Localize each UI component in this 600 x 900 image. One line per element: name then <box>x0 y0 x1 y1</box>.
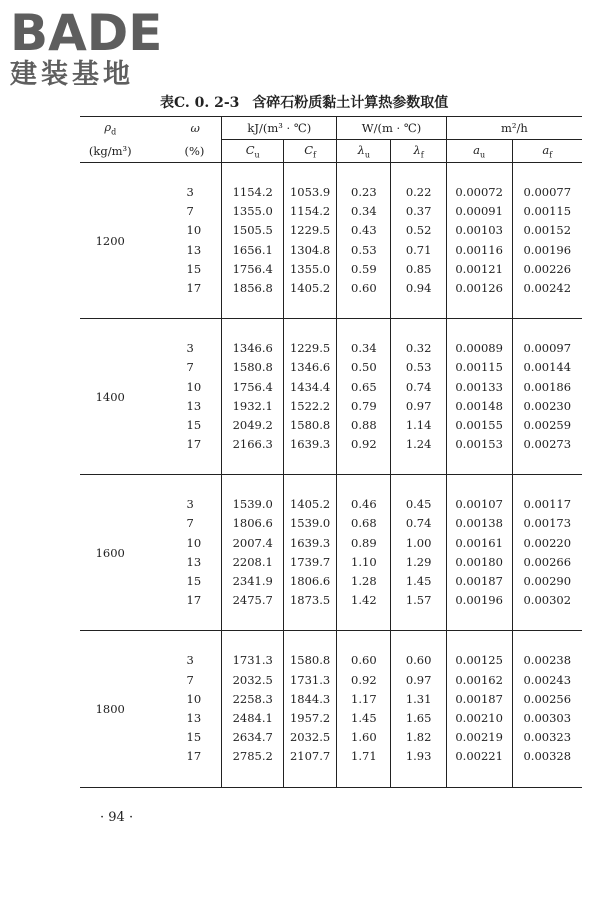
a-f-value: 0.00117 <box>523 497 572 512</box>
a-u-value: 0.00162 <box>455 672 503 687</box>
cu-column-cell <box>222 319 284 475</box>
cu-column-cell <box>222 475 284 631</box>
cu-value: 1731.3 <box>232 653 273 668</box>
a-u-value: 0.00121 <box>455 261 503 276</box>
lambda-u-value: 0.43 <box>351 223 377 238</box>
a-u-value: 0.00196 <box>455 593 503 608</box>
cu-value: 1580.8 <box>232 360 273 375</box>
a-u-value: 0.00221 <box>455 749 503 764</box>
moisture-value: 3 <box>186 341 194 356</box>
cf-value: 1639.3 <box>289 437 331 452</box>
cf-value: 1405.2 <box>289 497 331 512</box>
lambda-u-value: 0.50 <box>351 360 377 375</box>
moisture-value: 15 <box>186 574 202 588</box>
lambda-u-value: 0.68 <box>351 516 377 531</box>
header-group-conductivity: W/(m · ℃) <box>337 117 447 140</box>
a-f-column-cell <box>512 163 582 319</box>
a-f-value: 0.00230 <box>523 398 572 413</box>
lambda-f-value: 0.52 <box>405 223 432 238</box>
lambda-f-value: 1.29 <box>405 554 432 569</box>
moisture-value: 15 <box>186 417 202 432</box>
a-u-value: 0.00138 <box>455 516 503 531</box>
a-f-value: 0.00290 <box>523 574 572 588</box>
moisture-value: 10 <box>186 379 202 394</box>
cu-value: 2475.7 <box>232 593 273 608</box>
lambda-u-value: 0.92 <box>351 672 377 687</box>
brand-logo <box>10 4 210 90</box>
moisture-column-cell <box>141 631 222 787</box>
a-u-value: 0.00125 <box>455 653 503 668</box>
table-caption: 含碎石粉质黏土计算热参数取值 <box>252 95 449 111</box>
lambda-f-value: 0.53 <box>405 360 432 375</box>
a-f-column-cell <box>512 631 582 787</box>
moisture-value: 17 <box>186 749 202 764</box>
header-omega: ω <box>141 117 222 140</box>
cf-value: 1304.8 <box>289 242 331 257</box>
header-rho: $\rho_d$ <box>80 117 141 140</box>
a-u-value: 0.00187 <box>455 691 503 706</box>
cu-value: 1932.1 <box>232 398 273 413</box>
a-u-value: 0.00091 <box>455 204 503 219</box>
lambda-f-value: 1.45 <box>405 574 432 588</box>
lambda-u-value: 0.92 <box>351 437 377 452</box>
a-u-value: 0.00155 <box>455 417 503 432</box>
cu-column-cell <box>222 163 284 319</box>
lambda-f-value: 0.22 <box>405 185 432 199</box>
moisture-value: 13 <box>186 710 202 725</box>
a-u-value: 0.00115 <box>455 360 503 375</box>
lambda-f-value: 1.57 <box>405 593 432 608</box>
moisture-value: 17 <box>186 593 202 608</box>
a-u-value: 0.00210 <box>455 710 503 725</box>
lambda-f-column-cell <box>391 475 446 631</box>
lambda-u-value: 0.89 <box>351 535 377 550</box>
cu-value: 1346.6 <box>232 341 273 356</box>
a-u-value: 0.00107 <box>455 497 503 512</box>
lambda-u-column-cell <box>337 319 391 475</box>
lambda-u-value: 1.28 <box>351 574 377 588</box>
cu-value: 2049.2 <box>232 417 273 432</box>
a-u-value: 0.00089 <box>455 341 503 356</box>
lambda-f-column-cell <box>391 319 446 475</box>
a-f-value: 0.00266 <box>523 554 572 569</box>
header-au: $a_u$ <box>446 140 512 163</box>
cf-value: 1580.8 <box>289 417 331 432</box>
header-omega-unit: (%) <box>141 140 222 163</box>
cf-value: 1229.5 <box>289 223 331 238</box>
a-f-value: 0.00256 <box>523 691 572 706</box>
a-u-value: 0.00180 <box>455 554 503 569</box>
cu-value: 1756.4 <box>232 261 273 276</box>
a-f-value: 0.00173 <box>523 516 572 531</box>
a-u-value: 0.00219 <box>455 730 503 745</box>
a-f-value: 0.00259 <box>523 417 572 432</box>
header-group-heat-capacity: kJ/(m³ · ℃) <box>222 117 337 140</box>
lambda-u-value: 0.79 <box>351 398 377 413</box>
moisture-value: 7 <box>186 204 194 219</box>
a-f-column-cell <box>512 319 582 475</box>
a-u-column-cell <box>446 475 512 631</box>
moisture-value: 15 <box>186 730 202 745</box>
lambda-f-value: 0.32 <box>405 341 432 356</box>
table-row <box>80 319 582 475</box>
lambda-f-column-cell <box>391 163 446 319</box>
moisture-value: 13 <box>186 554 202 569</box>
cf-value: 1053.9 <box>289 185 331 199</box>
lambda-u-value: 0.65 <box>351 379 377 394</box>
a-f-value: 0.00328 <box>523 749 572 764</box>
a-f-value: 0.00115 <box>523 204 572 219</box>
lambda-f-value: 1.24 <box>405 437 432 452</box>
table-id: 表C. 0. 2-3 <box>160 95 240 111</box>
lambda-u-value: 0.59 <box>351 261 377 276</box>
moisture-value: 3 <box>186 497 194 512</box>
cu-value: 1756.4 <box>232 379 273 394</box>
table-row <box>80 631 582 787</box>
cf-value: 1844.3 <box>289 691 331 706</box>
a-f-column-cell <box>512 475 582 631</box>
lambda-f-value: 0.74 <box>405 516 432 531</box>
cf-value: 1731.3 <box>289 672 331 687</box>
cf-value: 1739.7 <box>289 554 331 569</box>
a-f-value: 0.00243 <box>523 672 572 687</box>
a-u-value: 0.00187 <box>455 574 503 588</box>
page-number: · 94 · <box>100 810 134 825</box>
cf-value: 1346.6 <box>289 360 331 375</box>
a-f-value: 0.00097 <box>523 341 572 356</box>
cu-value: 1806.6 <box>232 516 273 531</box>
a-u-value: 0.00116 <box>455 242 503 257</box>
lambda-f-value: 0.45 <box>405 497 432 512</box>
lambda-u-value: 1.45 <box>351 710 377 725</box>
lambda-f-value: 1.14 <box>405 417 432 432</box>
cu-value: 1856.8 <box>232 280 273 295</box>
a-u-value: 0.00133 <box>455 379 503 394</box>
a-f-value: 0.00323 <box>523 730 572 745</box>
header-rho-unit: (kg/m³) <box>80 140 141 163</box>
a-u-value: 0.00148 <box>455 398 503 413</box>
header-af: $a_f$ <box>512 140 582 163</box>
a-f-value: 0.00238 <box>523 653 572 668</box>
lambda-f-value: 0.97 <box>405 398 432 413</box>
moisture-column-cell <box>141 475 222 631</box>
lambda-u-value: 1.17 <box>351 691 377 706</box>
lambda-f-value: 1.00 <box>405 535 432 550</box>
lambda-u-column-cell <box>337 475 391 631</box>
header-lf: $\lambda_f$ <box>391 140 446 163</box>
a-f-value: 0.00077 <box>523 185 572 199</box>
lambda-u-column-cell <box>337 631 391 787</box>
a-u-value: 0.00161 <box>455 535 503 550</box>
lambda-u-value: 0.60 <box>351 280 377 295</box>
density-cell: 1800 <box>80 631 141 787</box>
logo-wordmark: BADE <box>10 4 163 62</box>
moisture-column-cell <box>141 163 222 319</box>
moisture-value: 17 <box>186 437 202 452</box>
moisture-value: 15 <box>186 261 202 276</box>
a-u-value: 0.00153 <box>455 437 503 452</box>
lambda-u-value: 0.46 <box>351 497 377 512</box>
a-f-value: 0.00220 <box>523 535 572 550</box>
moisture-value: 10 <box>186 691 202 706</box>
cf-value: 1580.8 <box>289 653 331 668</box>
a-f-value: 0.00242 <box>523 280 572 295</box>
moisture-value: 17 <box>186 280 202 295</box>
a-f-value: 0.00144 <box>523 360 572 375</box>
cu-value: 2785.2 <box>232 749 273 764</box>
cf-value: 1806.6 <box>289 574 331 588</box>
a-u-value: 0.00103 <box>455 223 503 238</box>
header-cf: $C_f$ <box>283 140 336 163</box>
cu-value: 1656.1 <box>232 242 273 257</box>
cu-value: 2634.7 <box>232 730 273 745</box>
cf-value: 1434.4 <box>289 379 331 394</box>
cf-value: 2107.7 <box>289 749 331 764</box>
cu-value: 2258.3 <box>232 691 273 706</box>
logo-subtitle: 建装基地 <box>10 59 134 90</box>
moisture-value: 3 <box>186 653 194 668</box>
header-lu: $\lambda_u$ <box>337 140 391 163</box>
cf-value: 1957.2 <box>289 710 331 725</box>
a-f-value: 0.00303 <box>523 710 572 725</box>
lambda-f-value: 0.37 <box>405 204 432 219</box>
cf-value: 1229.5 <box>289 341 331 356</box>
a-u-column-cell <box>446 163 512 319</box>
a-u-value: 0.00126 <box>455 280 503 295</box>
lambda-f-value: 0.60 <box>405 653 432 668</box>
a-u-column-cell <box>446 319 512 475</box>
cu-value: 2007.4 <box>232 535 273 550</box>
density-cell: 1600 <box>80 475 141 631</box>
cf-column-cell <box>283 475 336 631</box>
header-row-symbols <box>80 140 582 163</box>
cu-value: 2208.1 <box>232 554 273 569</box>
a-f-value: 0.00273 <box>523 437 572 452</box>
a-f-value: 0.00186 <box>523 379 572 394</box>
lambda-u-value: 0.53 <box>351 242 377 257</box>
moisture-value: 10 <box>186 223 202 238</box>
thermal-parameter-table <box>80 116 582 788</box>
moisture-column-cell <box>141 319 222 475</box>
a-f-value: 0.00152 <box>523 223 572 238</box>
lambda-f-value: 0.71 <box>405 242 432 257</box>
moisture-value: 7 <box>186 516 194 531</box>
lambda-u-value: 1.60 <box>351 730 377 745</box>
cf-value: 1873.5 <box>289 593 331 608</box>
lambda-f-value: 0.85 <box>405 261 432 276</box>
cu-value: 2484.1 <box>232 710 273 725</box>
table-title <box>160 92 580 112</box>
lambda-f-value: 1.31 <box>405 691 432 706</box>
moisture-value: 3 <box>186 185 194 199</box>
table-row <box>80 475 582 631</box>
cf-value: 1355.0 <box>289 261 331 276</box>
header-row-units <box>80 117 582 140</box>
lambda-u-value: 0.34 <box>351 341 377 356</box>
cu-value: 2166.3 <box>232 437 273 452</box>
lambda-f-value: 0.74 <box>405 379 432 394</box>
moisture-value: 13 <box>186 242 202 257</box>
cf-value: 1522.2 <box>289 398 331 413</box>
cu-value: 2341.9 <box>232 574 273 588</box>
header-cu: $C_u$ <box>222 140 284 163</box>
cu-value: 1505.5 <box>232 223 273 238</box>
header-group-diffusivity: m²/h <box>446 117 582 140</box>
moisture-value: 7 <box>186 360 194 375</box>
a-u-column-cell <box>446 631 512 787</box>
lambda-u-column-cell <box>337 163 391 319</box>
moisture-value: 7 <box>186 672 194 687</box>
lambda-u-value: 1.42 <box>351 593 377 608</box>
moisture-value: 10 <box>186 535 202 550</box>
cu-value: 1355.0 <box>232 204 273 219</box>
cf-value: 1539.0 <box>289 516 331 531</box>
moisture-value: 13 <box>186 398 202 413</box>
lambda-f-value: 1.65 <box>405 710 432 725</box>
cu-value: 1154.2 <box>232 185 273 199</box>
table-row <box>80 163 582 319</box>
density-cell: 1200 <box>80 163 141 319</box>
cf-value: 1154.2 <box>289 204 331 219</box>
cf-value: 1405.2 <box>289 280 331 295</box>
lambda-u-value: 0.34 <box>351 204 377 219</box>
cf-column-cell <box>283 631 336 787</box>
lambda-f-value: 0.94 <box>405 280 432 295</box>
lambda-f-value: 0.97 <box>405 672 432 687</box>
density-cell: 1400 <box>80 319 141 475</box>
a-f-value: 0.00226 <box>523 261 572 276</box>
a-f-value: 0.00196 <box>523 242 572 257</box>
lambda-u-value: 0.60 <box>351 653 377 668</box>
a-u-value: 0.00072 <box>455 185 503 199</box>
cf-value: 1639.3 <box>289 535 331 550</box>
lambda-f-value: 1.82 <box>405 730 432 745</box>
cf-column-cell <box>283 163 336 319</box>
a-f-value: 0.00302 <box>523 593 572 608</box>
lambda-u-value: 1.10 <box>351 554 377 569</box>
lambda-u-value: 0.88 <box>351 417 377 432</box>
lambda-f-value: 1.93 <box>405 749 432 764</box>
cu-value: 2032.5 <box>232 672 273 687</box>
lambda-u-value: 1.71 <box>351 749 377 764</box>
lambda-f-column-cell <box>391 631 446 787</box>
cu-value: 1539.0 <box>232 497 273 512</box>
lambda-u-value: 0.23 <box>351 185 377 199</box>
cf-column-cell <box>283 319 336 475</box>
cu-column-cell <box>222 631 284 787</box>
cf-value: 2032.5 <box>289 730 331 745</box>
